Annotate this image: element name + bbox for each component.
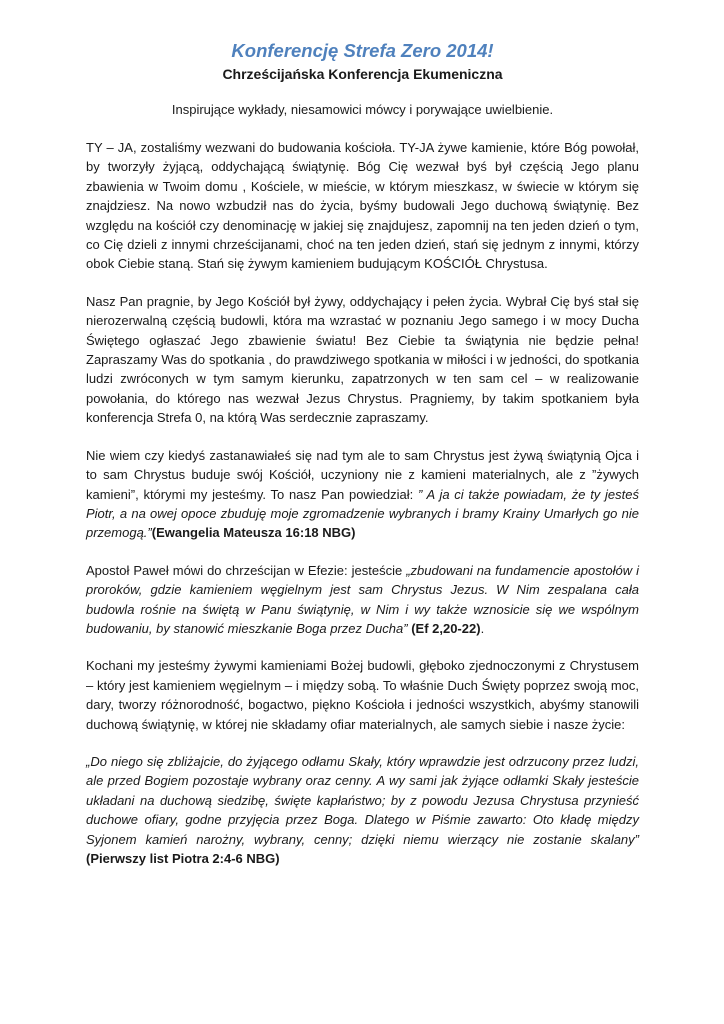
tagline: Inspirujące wykłady, niesamowici mówcy i porywające uwielbienie. [171,102,554,117]
peter-reference: (Pierwszy list Piotra 2:4-6 NBG) [86,851,280,866]
peter-quote: „Do niego się zbliżajcie, do żyjącego odłamu Skały, który wprawdzie jest odrzucony przez ludzi, ale przed Bogiem pozostaje wybrany oraz cenny. A wy sami jak żyjące odłamki Skały jesteście układani na duchową siedzibę, święte kapłaństwo; by z powodu Jezusa Chrystusa przynieść duchowe ofiary, godne przyjęcia przez Boga. Dlatego w Piśmie zawarto: Oto kładę między Syjonem kamień narożny, wybrany, cenny; dzięki niemu wierzący nie zostanie skalany” [86,753,639,847]
paragraph-3-intro: Nie wiem czy kiedyś zastanawiałeś się nad tym ale to sam Chrystus jest żywą świątynią Ojca i to sam Chrystus buduje swój Kościół, uczyniony nie z kamieni materialnych, ale z ”żywych kamieni”, którymi my jesteśmy. To nasz Pan powiedział: [86,447,639,502]
page-title: Konferencję Strefa Zero 2014! [231,40,494,61]
paragraph-3 [86,446,639,543]
paragraph-4-intro: Apostoł Paweł mówi do chrześcijan w Efezie: jesteście [86,562,403,578]
paragraph-4-end: . [480,620,485,636]
matthew-reference: (Ewangelia Mateusza 16:18 NBG) [151,525,356,541]
matthew-quote: ” A ja ci także powiadam, że ty jesteś Piotr, a na owej opoce zbuduję moje zgromadzenie wybranych i bramy Krainy Umarłych go nie przemogą.” [86,486,639,541]
ephesians-quote: „zbudowani na fundamencie apostołów i proroków, gdzie kamieniem węgielnym jest sam Chrystus Jezus. W Nim zespalana cała budowla rośnie na świętą w Panu świątynię, w Nim i wy także wznosicie się we wspólnym budowaniu, by stanowić mieszkanie Boga przez Ducha” [86,562,639,636]
page-subtitle: Chrześcijańska Konferencja Ekumeniczna [222,66,503,82]
ephesians-reference: (Ef 2,20-22) [411,620,481,636]
paragraph-5: Kochani my jesteśmy żywymi kamieniami Bożej budowli, głęboko zjednoczonymi z Chrystusem – który jest kamieniem węgielnym – i między sobą. To właśnie Duch Święty poprzez swoją moc, dary, tworzy różnorodność, bogactwo, piękno Kościoła i jedności wszystkich, abyśmy stanowili duchową świątynię, w której nie składamy ofiar materialnych, ale samych siebie i nasze życie: [86,658,639,732]
paragraph-4 [86,561,639,639]
paragraph-1: TY – JA, zostaliśmy wezwani do budowania kościoła. TY-JA żywe kamienie, które Bóg powołał, by tworzyły żyjącą, oddychającą świątynię. Bóg Cię wezwał byś był częścią Jego planu zbawienia w Twoim domu , Kościele, w mieście, w którym mieszkasz, w świecie w którym się znajdziesz. Na nowo wzbudził nas do życia, byśmy budowali Jego duchową świątynię. Bez względu na kościół czy denominację w jakiej się znajdujesz, zapomnij na ten jeden dzień o tym, co Cię dzieli z innymi chrześcijanami, choć na ten jeden dzień, stań się jednym z innymi, którzy obok Ciebie staną. Stań się żywym kamieniem budującym KOŚCIÓŁ Chrystusa. [86,140,639,272]
paragraph-6 [86,752,639,868]
document-page [86,38,639,868]
paragraph-2: Nasz Pan pragnie, by Jego Kościół był żywy, oddychający i pełen życia. Wybrał Cię byś stał się nierozerwalną częścią budowli, która ma wzrastać w poznaniu Jego samego i w mocy Ducha Świętego ogłaszać Jego zbawienie światu! Bez Ciebie ta świątynia nie będzie pełna! Zapraszamy Was do spotkania , do prawdziwego spotkania w miłości i w jedności, do spotkania ludzi zwróconych w tym samym kierunku, zapatrzonych w ten sam cel – w realizowanie powołania, do którego nas wezwał Jezus Chrystus. Pragniemy, by takim spotkaniem była konferencja Strefa 0, na którą Was serdecznie zapraszamy. [86,293,639,426]
